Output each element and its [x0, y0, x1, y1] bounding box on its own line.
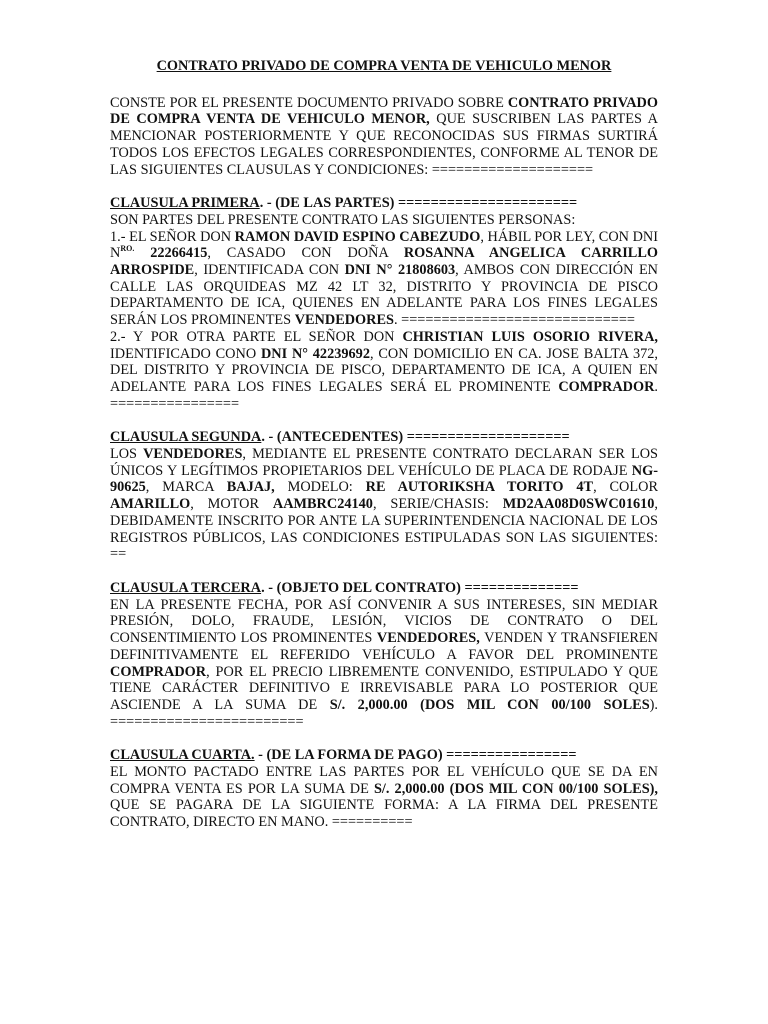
role-buyer: COMPRADOR: [558, 378, 655, 395]
clause1-intro: SON PARTES DEL PRESENTE CONTRATO LAS SIGUIENTES PERSONAS:: [110, 211, 576, 228]
spacer: [110, 563, 658, 580]
spouse-dni: DNI N° 21808603: [344, 262, 456, 279]
text: QUE SE PAGARA DE LA SIGUIENTE FORMA: A LA FIRMA DEL PRESENTE CONTRATO, DIRECTO EN MANO. ==========: [110, 797, 658, 831]
text: ). ========================: [110, 696, 658, 730]
clause-label: CLAUSULA SEGUNDA: [110, 429, 262, 446]
text: IDENTIFICADO CONO: [110, 345, 261, 362]
text: EL MONTO PACTADO ENTRE LAS PARTES POR EL VEHÍCULO QUE SE DA EN COMPRA VENTA ES POR LA SUMA DE: [110, 764, 658, 797]
role-sellers: VENDEDORES: [143, 446, 243, 463]
text: MODELO:: [274, 479, 366, 496]
text: , MARCA: [145, 479, 227, 496]
text: , IDENTIFICADA CON: [194, 262, 345, 279]
seller-dni: 22266415: [150, 245, 208, 262]
text: LOS: [110, 446, 144, 463]
vehicle-color: AMARILLO: [110, 496, 191, 513]
clause1-party1: [110, 229, 658, 329]
buyer-dni: DNI N° 42239692: [260, 345, 370, 362]
text: , DEBIDAMENTE INSCRITO POR ANTE LA SUPERINTENDENCIA NACIONAL DE LOS REGISTROS PÚBLICOS, LAS CONDICIONES ESTIPULADAS SON LAS SIGUIENTES: ==: [110, 496, 658, 563]
intro-text: CONSTE POR EL PRESENTE DOCUMENTO PRIVADO SOBRE: [110, 94, 508, 111]
vehicle-model: RE AUTORIKSHA TORITO 4T: [365, 479, 594, 496]
plate-number: NG-90625: [110, 462, 658, 496]
role-buyer: COMPRADOR: [110, 663, 207, 680]
clause-heading-text: . - (OBJETO DEL CONTRATO) ==============: [261, 579, 579, 596]
text: , HÁBIL POR LEY, CON DNI N: [110, 228, 658, 262]
document-page: [110, 58, 658, 831]
clause-heading-1: [110, 195, 658, 212]
text: , CON DOMICILIO EN CA. JOSE BALTA 372, DEL DISTRITO Y PROVINCIA DE PISCO, DEPARTAMENTO DE ICA, A QUIEN EN ADELANTE PARA LOS FINES LEGALES SERÁ EL PROMINENTE: [110, 345, 658, 395]
intro-paragraph: [110, 95, 658, 179]
price-amount: S/. 2,000.00 (DOS MIL CON 00/100 SOLES: [329, 696, 650, 713]
vehicle-brand: BAJAJ,: [226, 479, 275, 496]
text: , POR EL PRECIO LIBREMENTE CONVENIDO, ESTIPULADO Y QUE TIENE CARÁCTER DEFINITIVO E IRREVISABLE PARA LO POSTERIOR QUE ASCIENDE A LA SUMA DE: [110, 663, 658, 713]
clause-heading-text: . - (DE LAS PARTES) ======================: [259, 195, 578, 212]
engine-number: AAMBRC24140: [272, 496, 373, 513]
buyer-name: CHRISTIAN LUIS OSORIO RIVERA,: [402, 328, 658, 345]
clause-heading-text: - (DE LA FORMA DE PAGO) ================: [254, 747, 577, 764]
text: , SERIE/CHASIS:: [372, 496, 503, 513]
seller-name: RAMON DAVID ESPINO CABEZUDO: [234, 228, 481, 245]
superscript: RO.: [120, 244, 135, 254]
price-amount: S/. 2,000.00 (DOS MIL CON 00/100 SOLES),: [373, 780, 658, 797]
clause4-paragraph: [110, 764, 658, 831]
clause1-party2: [110, 329, 658, 413]
clause-label: CLAUSULA TERCERA: [110, 579, 262, 596]
text: . ================: [110, 378, 658, 412]
clause-heading-2: [110, 429, 658, 446]
text: 1.- EL SEÑOR DON: [110, 228, 235, 245]
clause-label: CLAUSULA CUARTA.: [110, 747, 255, 764]
role-sellers: VENDEDORES,: [376, 630, 480, 647]
text: VENDEN Y TRANSFIEREN DEFINITIVAMENTE EL REFERIDO VEHÍCULO A FAVOR DEL PROMINENTE: [110, 630, 658, 663]
text: , COLOR: [593, 479, 658, 496]
text: , CASADO CON DOÑA: [207, 245, 404, 262]
spacer: [110, 412, 658, 429]
spacer: [110, 730, 658, 747]
text: EN LA PRESENTE FECHA, POR ASÍ CONVENIR A SUS INTERESES, SIN MEDIAR PRESIÓN, DOLO, FRAUDE, LESIÓN, VICIOS DE CONTRATO O DEL CONSENTIMIENTO LOS PROMINENTES: [110, 596, 658, 647]
text: , MEDIANTE EL PRESENTE CONTRATO DECLARAN SER LOS ÚNICOS Y LEGÍTIMOS PROPIETARIOS DEL VEHÍCULO DE PLACA DE RODAJE: [110, 446, 658, 479]
clause-heading-3: [110, 580, 658, 597]
document-title: CONTRATO PRIVADO DE COMPRA VENTA DE VEHICULO MENOR: [156, 58, 612, 74]
role-sellers: VENDEDORES: [294, 312, 394, 329]
text: , MOTOR: [190, 496, 273, 513]
intro-text: QUE SUSCRIBEN LAS PARTES A MENCIONAR POSTERIORMENTE Y QUE RECONOCIDAS SUS FIRMAS SURTIRÁ TODOS LOS EFECTOS LEGALES CORRESPONDIENTES, CONFORME AL TENOR DE LAS SIGUIENTES CLAUSULAS Y CONDICIONES: ====================: [110, 111, 659, 178]
text: 2.- Y POR OTRA PARTE EL SEÑOR DON: [110, 328, 403, 345]
text: . =============================: [394, 312, 635, 329]
clause2-paragraph: [110, 446, 658, 563]
clause-label: CLAUSULA PRIMERA: [110, 195, 260, 212]
clause3-paragraph: [110, 597, 658, 731]
clause-heading-4: [110, 747, 658, 764]
intro-bold: CONTRATO PRIVADO DE COMPRA VENTA DE VEHICULO MENOR,: [110, 94, 658, 128]
spouse-name: ROSANNA ANGELICA CARRILLO ARROSPIDE: [110, 245, 658, 279]
clause-heading-text: . - (ANTECEDENTES) ====================: [261, 429, 570, 446]
text: , AMBOS CON DIRECCIÓN EN CALLE LAS ORQUIDEAS MZ 42 LT 32, DISTRITO Y PROVINCIA DE PISCO DEPARTAMENTO DE ICA, QUIENES EN ADELANTE PARA LOS FINES LEGALES SERÁN LOS PROMINENTES: [110, 262, 659, 329]
text: [134, 245, 150, 261]
spacer: [110, 178, 658, 195]
chassis-number: MD2AA08D0SWC01610: [502, 496, 655, 513]
